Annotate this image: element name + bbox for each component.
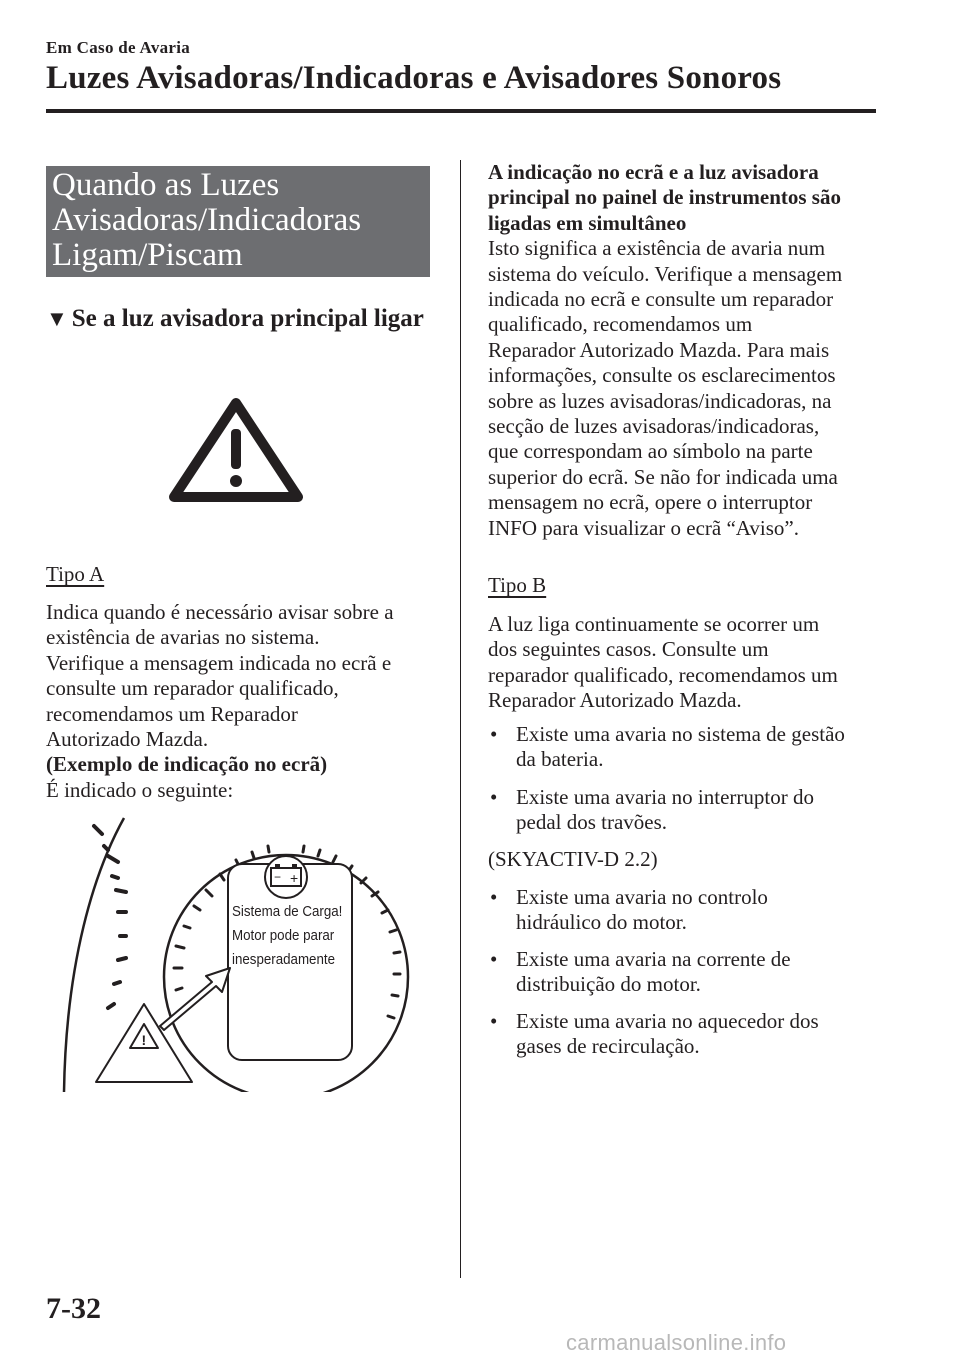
text-line: INFO para visualizar o ecrã “Aviso”. — [488, 515, 799, 540]
text-line: sobre as luzes avisadoras/indicadoras, na — [488, 388, 832, 413]
subsection-heading — [46, 305, 424, 333]
master-warning-icon — [166, 393, 306, 509]
page-title: Luzes Avisadoras/Indicadoras e Avisadores Sonoros — [46, 60, 782, 96]
bullet-icon: • — [490, 785, 498, 809]
bullet-item — [488, 722, 888, 773]
bullet-line: da bateria. — [516, 747, 604, 772]
text-line: secção de luzes avisadoras/indicadoras, — [488, 414, 820, 439]
triangle-down-icon: ▼ — [46, 306, 68, 331]
text-line: Indica quando é necessário avisar sobre a — [46, 600, 394, 624]
tipo-a-label: Tipo A — [46, 562, 105, 586]
instrument-cluster-illustration — [46, 812, 426, 1092]
bullet-line: pedal dos travões. — [516, 810, 668, 835]
bullet-line: gases de recirculação. — [516, 1034, 700, 1059]
bullet-item — [488, 885, 888, 936]
text-line: recomendamos um Reparador — [46, 701, 298, 726]
watermark: carmanualsonline.info — [566, 1330, 787, 1355]
text-line: informações, consulte os esclarecimentos — [488, 363, 836, 388]
text-line: Reparador Autorizado Mazda. — [488, 688, 742, 713]
tipo-b-label: Tipo B — [488, 573, 547, 597]
text-line: indicada no ecrã e consulte um reparador — [488, 287, 834, 312]
chapter-label: Em Caso de Avaria — [46, 38, 191, 57]
bullet-line: Existe uma avaria na corrente de — [516, 947, 791, 971]
simultaneous-indication-section — [488, 160, 888, 541]
bullet-item — [488, 785, 888, 836]
bullet-icon: • — [490, 885, 498, 909]
battery-minus: − — [274, 870, 282, 884]
bullet-item — [488, 1009, 888, 1060]
text-line: qualificado, recomendamos um — [488, 312, 753, 337]
text-line: sistema do veículo. Verifique a mensagem — [488, 261, 843, 286]
heading-line: A indicação no ecrã e a luz avisadora — [488, 160, 819, 184]
text-line: existência de avarias no sistema. — [46, 625, 320, 650]
warning-light-glyph: ! — [141, 1032, 147, 1048]
text-line: Isto significa a existência de avaria num — [488, 236, 826, 261]
text-line: superior do ecrã. Se não for indicada uma — [488, 464, 838, 489]
text-line: consulte um reparador qualificado, — [46, 676, 339, 701]
text-line: mensagem no ecrã, opere o interruptor — [488, 490, 813, 515]
text-line: Reparador Autorizado Mazda. Para mais — [488, 337, 830, 362]
display-message-line: Motor pode parar — [232, 926, 335, 944]
bullet-line: Existe uma avaria no sistema de gestão — [516, 722, 845, 746]
bullet-item — [488, 947, 888, 998]
bullet-line: hidráulico do motor. — [516, 910, 687, 935]
example-intro: É indicado o seguinte: — [46, 777, 234, 802]
arrow-icon — [160, 968, 230, 1030]
text-line: dos seguintes casos. Consulte um — [488, 637, 769, 662]
bullet-icon: • — [490, 722, 498, 746]
heading-line: ligadas em simultâneo — [488, 210, 687, 235]
battery-plus: + — [290, 870, 299, 886]
bullet-line: Existe uma avaria no interruptor do — [516, 785, 814, 809]
section-heading-line: Ligam/Piscam — [52, 237, 243, 273]
tipo-a-paragraph — [46, 600, 436, 803]
text-line: A luz liga continuamente se ocorrer um — [488, 612, 820, 636]
left-gauge-ticks — [94, 826, 126, 1008]
column-divider — [460, 160, 461, 1278]
example-heading: (Exemplo de indicação no ecrã) — [46, 752, 328, 777]
text-line: Verifique a mensagem indicada no ecrã e — [46, 650, 392, 675]
section-heading-line: Quando as Luzes — [52, 167, 280, 203]
bullet-line: Existe uma avaria no controlo — [516, 885, 768, 909]
section-heading-box — [46, 166, 430, 277]
engine-variant-label: (SKYACTIV-D 2.2) — [488, 847, 658, 871]
display-message-line: Sistema de Carga! — [232, 902, 343, 920]
heading-line: principal no painel de instrumentos são — [488, 185, 841, 210]
bullet-icon: • — [490, 947, 498, 971]
bullet-line: Existe uma avaria no aquecedor dos — [516, 1009, 819, 1033]
text-line: reparador qualificado, recomendamos um — [488, 662, 838, 687]
title-rule — [46, 109, 876, 113]
bullet-icon: • — [490, 1009, 498, 1033]
display-message-line: inesperadamente — [232, 950, 336, 968]
text-line: que correspondam ao símbolo na parte — [488, 439, 813, 464]
section-heading-line: Avisadoras/Indicadoras — [52, 202, 362, 238]
text-line: Autorizado Mazda. — [46, 727, 209, 752]
tipo-b-paragraph — [488, 612, 888, 714]
bullet-line: distribuição do motor. — [516, 972, 701, 997]
subsection-title: Se a luz avisadora principal ligar — [71, 305, 424, 332]
page-number: 7-32 — [46, 1292, 101, 1325]
